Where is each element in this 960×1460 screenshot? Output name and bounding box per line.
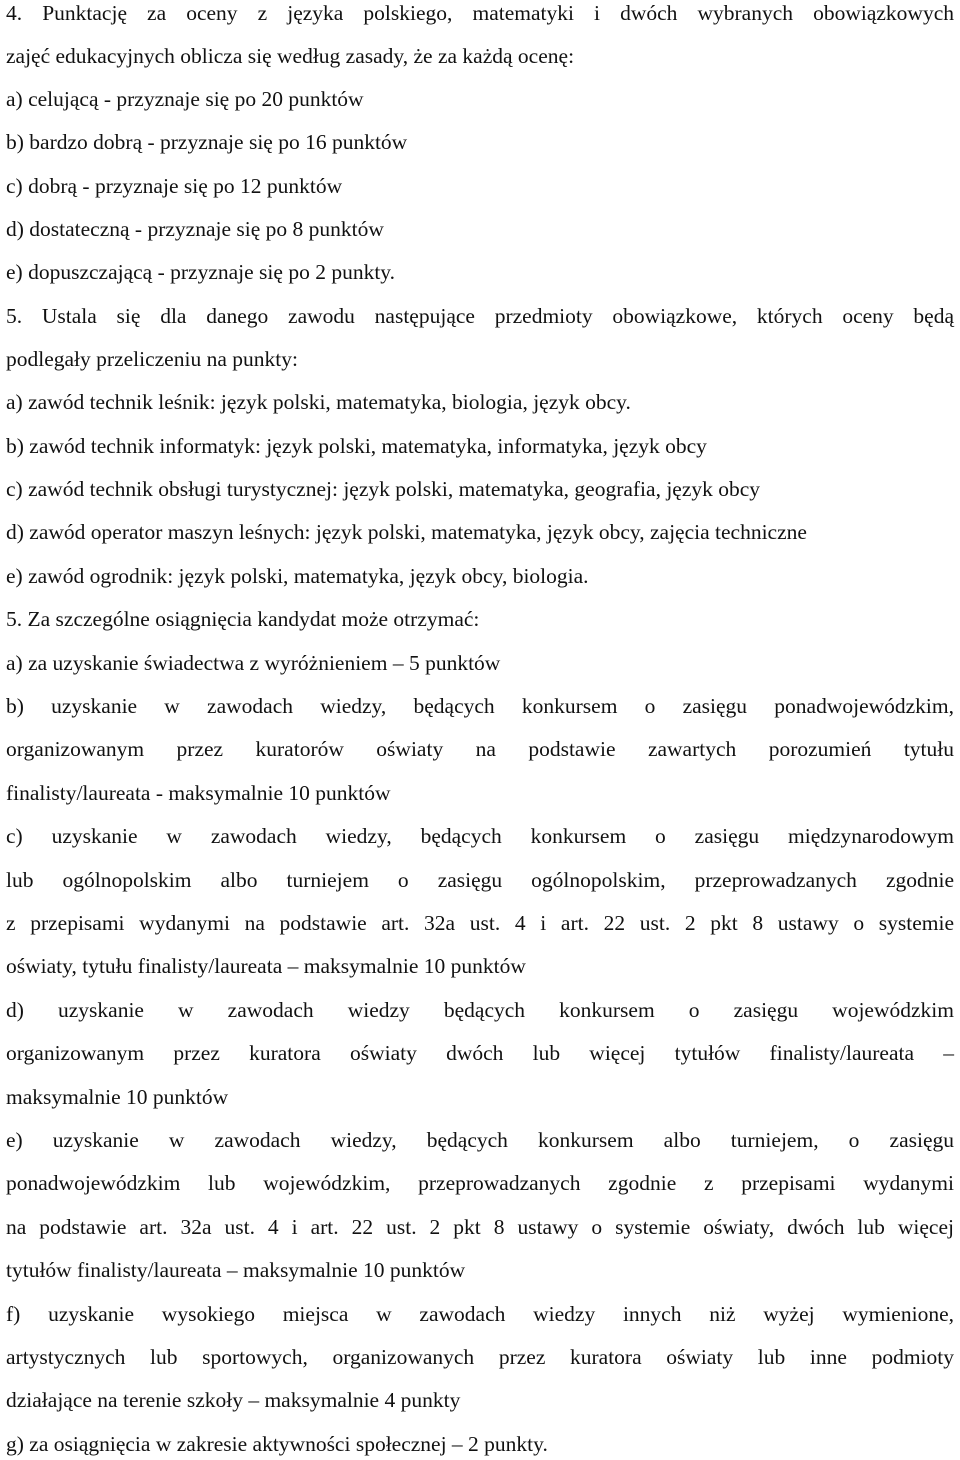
text-line: 4. Punktację za oceny z języka polskiego, matematyki i dwóch wybranych obowiązkowych <box>6 1 954 25</box>
text-line: e) uzyskanie w zawodach wiedzy, będących konkursem albo turniejem, o zasięgu <box>6 1128 954 1152</box>
text-line: maksymalnie 10 punktów <box>6 1085 229 1109</box>
text-line: ponadwojewódzkim lub wojewódzkim, przeprowadzanych zgodnie z przepisami wydanymi <box>6 1171 954 1195</box>
text-line: zajęć edukacyjnych oblicza się według zasady, że za każdą ocenę: <box>6 44 575 68</box>
text-line: lub ogólnopolskim albo turniejem o zasięgu ogólnopolskim, przeprowadzanych zgodnie <box>6 868 954 892</box>
text-line: d) uzyskanie w zawodach wiedzy będących konkursem o zasięgu wojewódzkim <box>6 998 954 1022</box>
text-line: f) uzyskanie wysokiego miejsca w zawodach wiedzy innych niż wyżej wymienione, <box>6 1302 954 1326</box>
text-line: organizowanym przez kuratorów oświaty na podstawie zawartych porozumień tytułu <box>6 737 954 761</box>
text-line: działające na terenie szkoły – maksymalnie 4 punkty <box>6 1388 461 1412</box>
text-line: tytułów finalisty/laureata – maksymalnie 10 punktów <box>6 1258 466 1282</box>
text-line: na podstawie art. 32a ust. 4 i art. 22 ust. 2 pkt 8 ustawy o systemie oświaty, dwóch lub więcej <box>6 1215 954 1239</box>
text-line: d) dostateczną - przyznaje się po 8 punktów <box>6 217 384 241</box>
text-line: podlegały przeliczeniu na punkty: <box>6 347 298 371</box>
text-line: e) dopuszczającą - przyznaje się po 2 punkty. <box>6 260 396 284</box>
text-line: c) dobrą - przyznaje się po 12 punktów <box>6 174 343 198</box>
text-line: c) uzyskanie w zawodach wiedzy, będących konkursem o zasięgu międzynarodowym <box>6 824 954 848</box>
text-line: d) zawód operator maszyn leśnych: język polski, matematyka, język obcy, zajęcia techniczne <box>6 520 807 544</box>
text-line: b) bardzo dobrą - przyznaje się po 16 punktów <box>6 130 408 154</box>
text-line: a) zawód technik leśnik: język polski, matematyka, biologia, język obcy. <box>6 390 631 414</box>
text-line: a) celującą - przyznaje się po 20 punktów <box>6 87 364 111</box>
text-line: finalisty/laureata - maksymalnie 10 punktów <box>6 781 391 805</box>
text-line: organizowanym przez kuratora oświaty dwóch lub więcej tytułów finalisty/laureata – <box>6 1041 954 1065</box>
text-line: oświaty, tytułu finalisty/laureata – maksymalnie 10 punktów <box>6 954 526 978</box>
text-line: g) za osiągnięcia w zakresie aktywności społecznej – 2 punkty. <box>6 1432 548 1456</box>
text-line: a) za uzyskanie świadectwa z wyróżnieniem – 5 punktów <box>6 651 501 675</box>
text-line: z przepisami wydanymi na podstawie art. 32a ust. 4 i art. 22 ust. 2 pkt 8 ustawy o systemie <box>6 911 954 935</box>
text-line: 5. Ustala się dla danego zawodu następujące przedmioty obowiązkowe, których oceny będą <box>6 304 954 328</box>
text-line: b) uzyskanie w zawodach wiedzy, będących konkursem o zasięgu ponadwojewódzkim, <box>6 694 954 718</box>
text-line: b) zawód technik informatyk: język polski, matematyka, informatyka, język obcy <box>6 434 707 458</box>
text-line: c) zawód technik obsługi turystycznej: język polski, matematyka, geografia, język obcy <box>6 477 761 501</box>
text-line: 5. Za szczególne osiągnięcia kandydat może otrzymać: <box>6 607 480 631</box>
text-line: artystycznych lub sportowych, organizowanych przez kuratora oświaty lub inne podmioty <box>6 1345 954 1369</box>
text-line: e) zawód ogrodnik: język polski, matematyka, język obcy, biologia. <box>6 564 589 588</box>
